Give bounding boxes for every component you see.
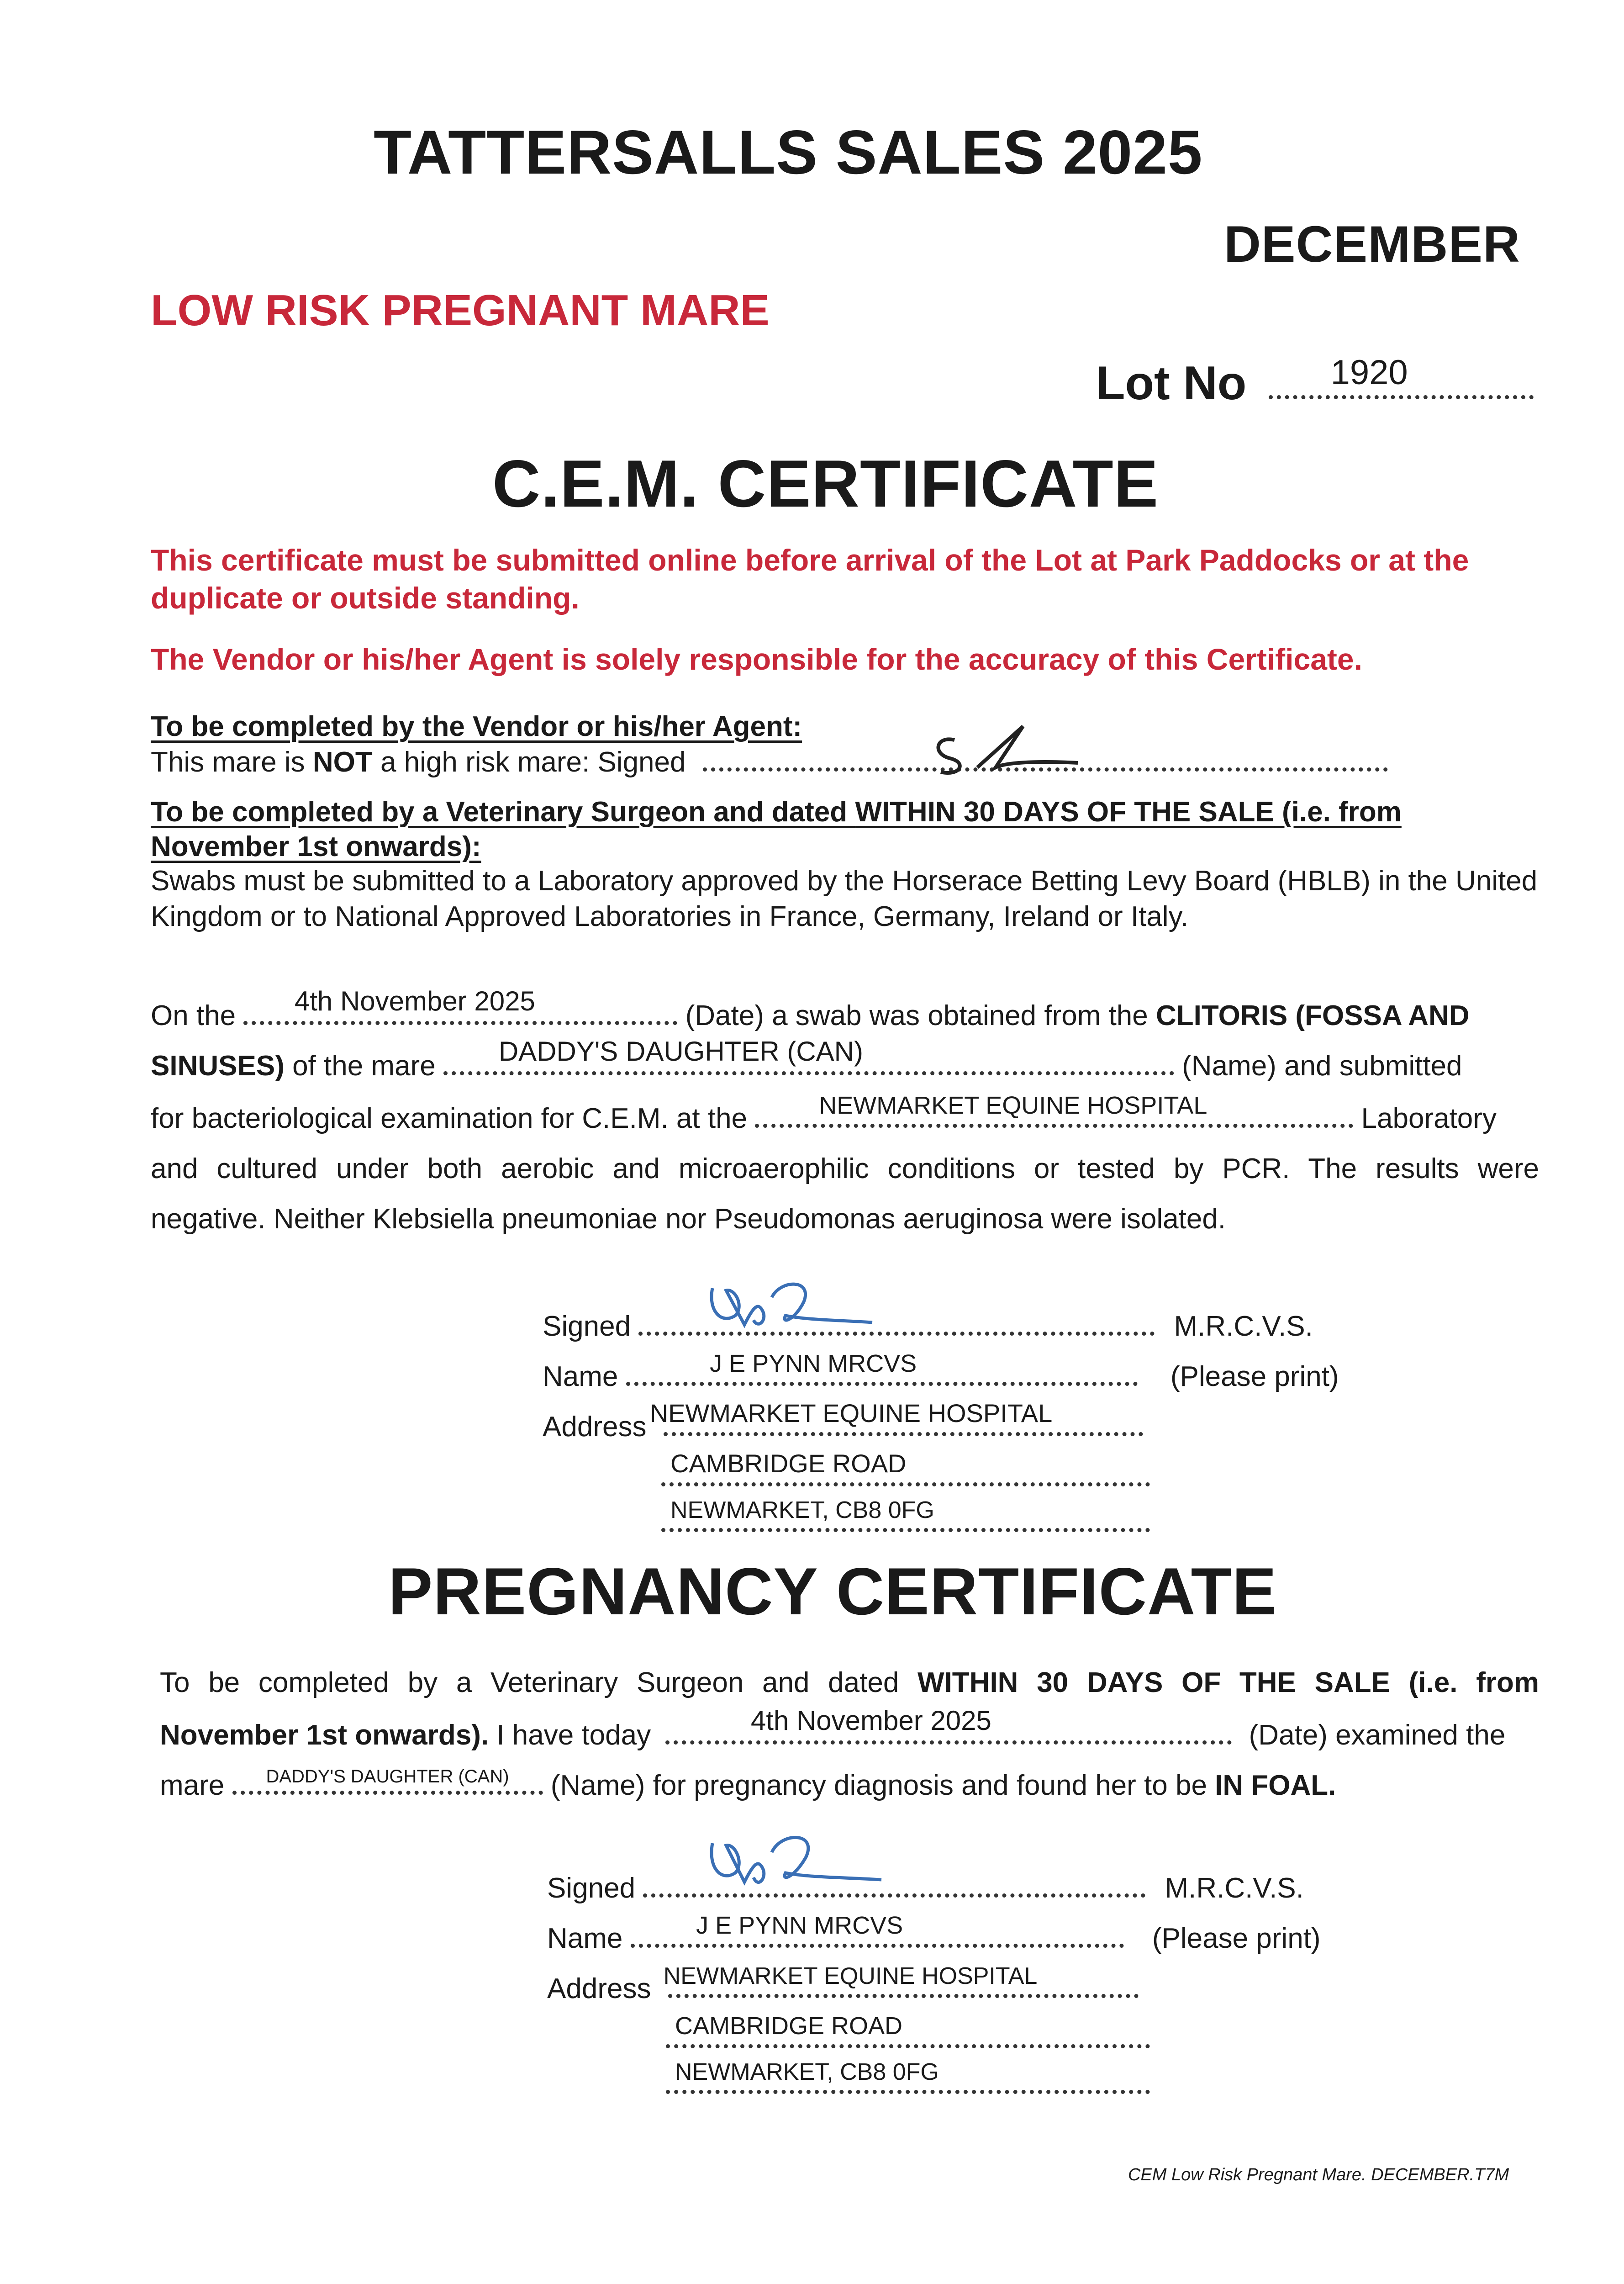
cem-address-3: NEWMARKET, CB8 0FG [670, 1497, 934, 1523]
preg-name-line [547, 1911, 1321, 1956]
cem-address-line-2 [661, 1449, 1150, 1495]
preg-vet-name: J E PYNN MRCVS [696, 1911, 903, 1939]
pregnancy-line-3 [160, 1768, 1336, 1803]
category-label: LOW RISK PREGNANT MARE [151, 286, 770, 335]
cem-vet-signature [703, 1270, 877, 1338]
cem-address-line-1 [543, 1399, 1143, 1445]
page-title: TATTERSALLS SALES 2025 [374, 117, 1203, 187]
bact-text: for bacteriological examination for C.E.M. at the [151, 1103, 748, 1134]
cem-address-label: Address [543, 1411, 647, 1443]
cem-mrcvs-label: M.R.C.V.S. [1174, 1311, 1313, 1342]
lot-number [1096, 353, 1534, 411]
cem-name-line [543, 1349, 1339, 1395]
cem-vet-name: J E PYNN MRCVS [710, 1349, 917, 1377]
preg-address-2: CAMBRIDGE ROAD [675, 2012, 903, 2040]
preg-signed-line [547, 1871, 1304, 1906]
submission-notice: This certificate must be submitted online before arrival of the Lot at Park Paddocks or at the duplicate or outside standing. [151, 543, 1469, 615]
cem-address-2: CAMBRIDGE ROAD [670, 1449, 907, 1478]
vendor-not: NOT [312, 746, 373, 778]
vet-heading-from: (i.e. from November 1st onwards): [151, 796, 1402, 862]
preg-line2-from: November 1st onwards). [160, 1719, 489, 1751]
vendor-statement [151, 745, 1388, 780]
preg-name-label: Name [547, 1923, 623, 1954]
pregnancy-mare-name: DADDY'S DAUGHTER (CAN) [266, 1766, 509, 1787]
cem-name-label: Name [543, 1361, 618, 1392]
negative-text: negative. Neither Klebsiella pneumoniae nor Pseudomonas aeruginosa were isolated. [151, 1203, 1226, 1235]
pregnancy-title: PREGNANCY CERTIFICATE [388, 1554, 1277, 1628]
preg-address-3: NEWMARKET, CB8 0FG [675, 2059, 939, 2085]
preg-address-1: NEWMARKET EQUINE HOSPITAL [663, 1963, 1038, 1989]
responsibility-notice: The Vendor or his/her Agent is solely responsible for the accuracy of this Certificate. [151, 642, 1362, 676]
cem-please-print: (Please print) [1170, 1361, 1339, 1392]
preg-mare-label: mare [160, 1770, 225, 1801]
swab-date-line [151, 986, 1470, 1034]
preg-line1-text: To be completed by a Veterinary Surgeon and dated [160, 1667, 918, 1698]
lab-line [151, 1091, 1497, 1137]
cem-mare-name: DADDY'S DAUGHTER (CAN) [498, 1036, 863, 1067]
swab-instructions: Swabs must be submitted to a Laboratory approved by the Horserace Betting Levy Board (HBLB) in the United Kingdom or to National Approved Laboratories in France, Germany, Ireland or Italy. [151, 865, 1538, 932]
preg-vet-signature [703, 1825, 886, 1898]
lot-label: Lot No [1096, 357, 1247, 410]
vendor-signed-label: a high risk mare: Signed [372, 746, 686, 778]
preg-line1-window: WITHIN 30 DAYS OF THE SALE (i.e. from [917, 1667, 1539, 1698]
vet-heading-window: WITHIN 30 DAYS OF THE SALE [855, 796, 1274, 828]
preg-address-label: Address [547, 1973, 651, 2004]
of-the-mare-label: of the mare [284, 1050, 436, 1082]
preg-signed-label: Signed [547, 1872, 636, 1904]
name-submitted-label: (Name) and submitted [1182, 1050, 1462, 1082]
vet-heading-text: To be completed by a Veterinary Surgeon and dated [151, 796, 855, 828]
cem-title: C.E.M. CERTIFICATE [492, 446, 1159, 521]
laboratory-label: Laboratory [1361, 1103, 1497, 1134]
vet-heading [151, 795, 1539, 864]
preg-line2-examined: (Date) examined the [1249, 1719, 1506, 1751]
cem-signed-label: Signed [543, 1311, 631, 1342]
preg-address-line-1 [547, 1963, 1139, 2007]
lot-value: 1920 [1330, 353, 1408, 392]
cem-signed-line [543, 1309, 1313, 1344]
swab-date: 4th November 2025 [294, 986, 535, 1016]
preg-address-line-2 [666, 2012, 1150, 2057]
cem-address-1: NEWMARKET EQUINE HOSPITAL [649, 1399, 1053, 1428]
pregnancy-line-2 [160, 1705, 1506, 1753]
preg-mrcvs-label: M.R.C.V.S. [1165, 1872, 1304, 1904]
vendor-signature [927, 717, 1091, 781]
preg-diagnosis-text: (Name) for pregnancy diagnosis and found her to be [550, 1770, 1215, 1801]
vendor-text: This mare is [151, 746, 313, 778]
vendor-heading: To be completed by the Vendor or his/her Agent: [151, 711, 802, 742]
footer-reference: CEM Low Risk Pregnant Mare. DECEMBER.T7M [1128, 2165, 1509, 2184]
sale-month: DECEMBER [1224, 216, 1520, 273]
preg-address-line-3 [666, 2059, 1150, 2103]
preg-line2-today: I have today [489, 1719, 651, 1751]
mare-name-line [151, 1036, 1462, 1084]
on-the-label: On the [151, 1000, 236, 1031]
pregnancy-line-1 [160, 1665, 1539, 1701]
preg-please-print: (Please print) [1152, 1923, 1321, 1954]
in-foal-label: IN FOAL. [1215, 1770, 1336, 1801]
date-text: (Date) a swab was obtained from the [685, 1000, 1156, 1031]
lab-name: NEWMARKET EQUINE HOSPITAL [819, 1091, 1207, 1119]
clitoris-label: CLITORIS (FOSSA AND [1155, 1000, 1470, 1031]
cultured-text: and cultured under both aerobic and microaerophilic conditions or tested by PCR. The results were [151, 1153, 1539, 1184]
pregnancy-date: 4th November 2025 [750, 1705, 991, 1736]
cem-address-line-3 [661, 1497, 1150, 1541]
sinuses-label: SINUSES) [151, 1050, 285, 1082]
